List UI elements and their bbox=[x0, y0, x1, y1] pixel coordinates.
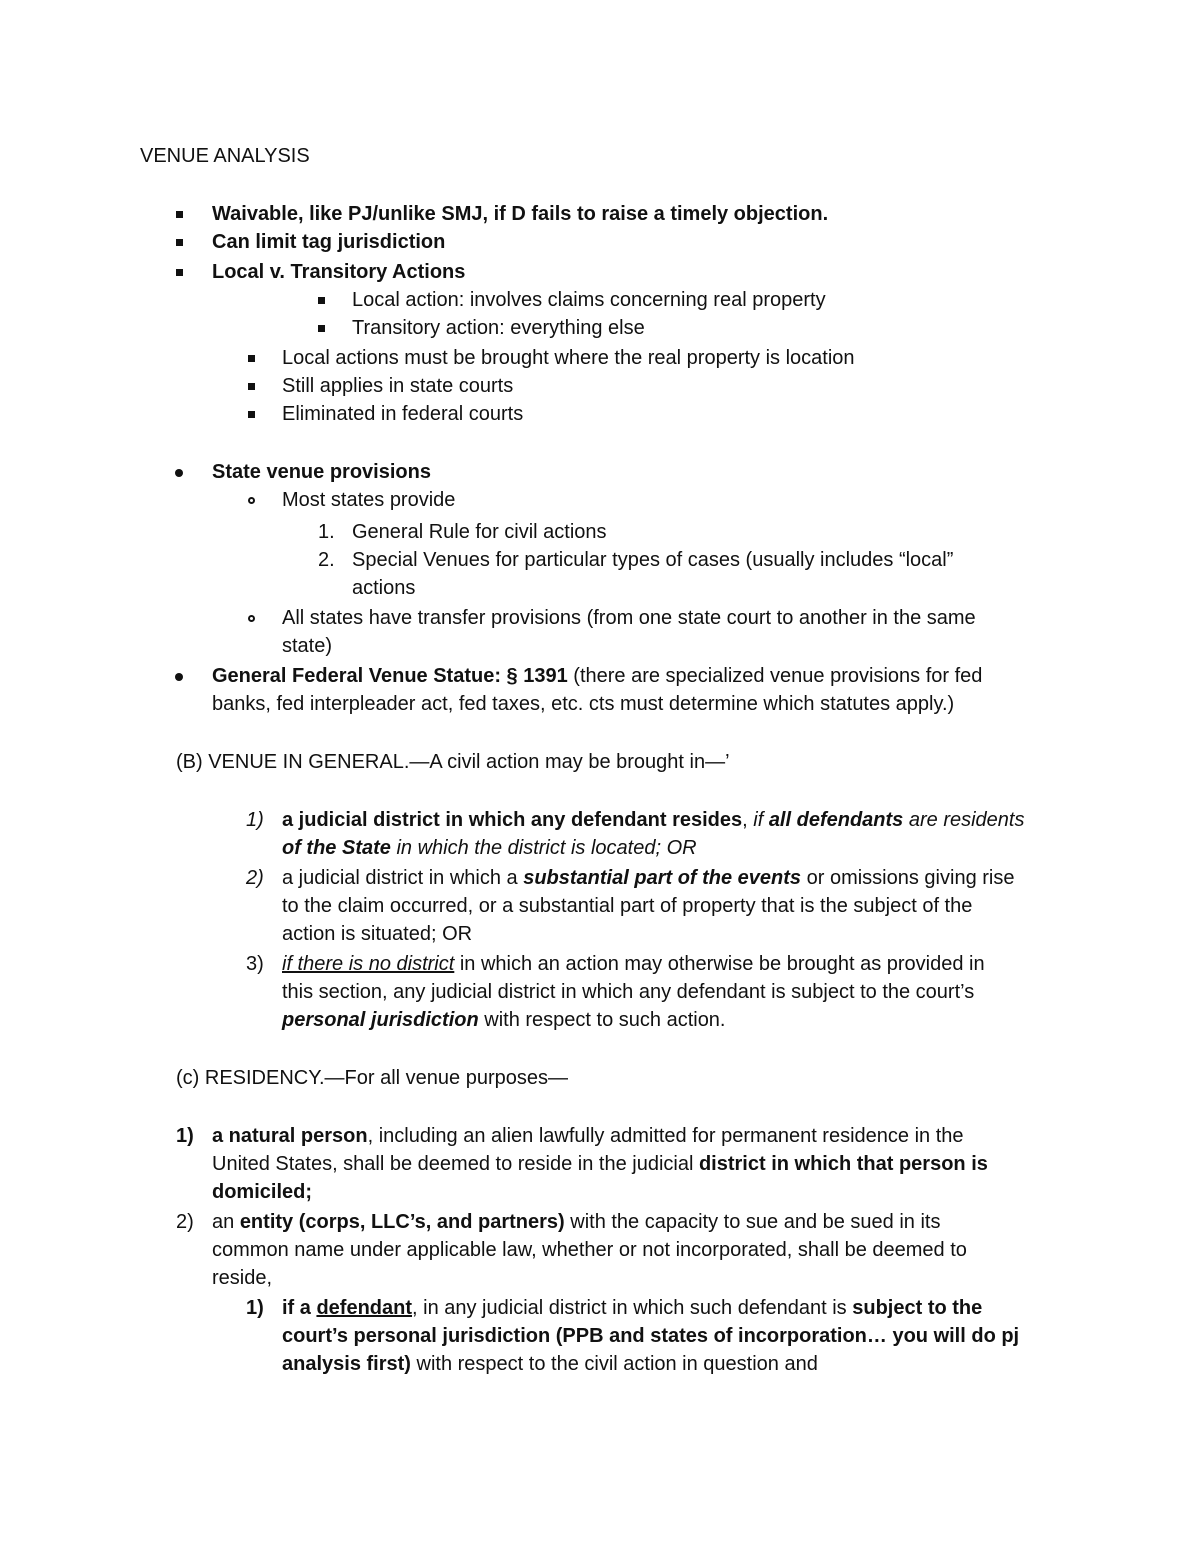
venue-general-heading: (B) VENUE IN GENERAL.—A civil action may be brought in—’ bbox=[176, 751, 730, 773]
list-number: 2) bbox=[176, 1211, 194, 1233]
bullet-local-action: Local action: involves claims concerning real property bbox=[352, 289, 826, 311]
list-number: 1) bbox=[246, 1297, 264, 1319]
circle-bullet-icon bbox=[248, 604, 255, 632]
page-title: VENUE ANALYSIS bbox=[140, 145, 310, 167]
residency-natural-person-cont: domiciled; bbox=[212, 1181, 313, 1203]
residency-entity-cont: reside, bbox=[212, 1267, 273, 1289]
residency-heading: (c) RESIDENCY.—For all venue purposes— bbox=[176, 1067, 568, 1089]
square-bullet-icon bbox=[318, 314, 325, 342]
federal-venue-statute: General Federal Venue Statue: § 1391 (there are specialized venue provisions for fed bbox=[212, 665, 983, 687]
transfer-provisions-cont: state) bbox=[282, 635, 333, 657]
state-venue-title: State venue provisions bbox=[212, 461, 431, 483]
bullet-federal-courts: Eliminated in federal courts bbox=[282, 403, 524, 425]
residency-defendant-cont: analysis first) with respect to the civil action in question and bbox=[282, 1353, 818, 1375]
venue-rule-2: a judicial district in which a substantial part of the events or omissions giving rise bbox=[282, 867, 1015, 889]
bullet-local-location: Local actions must be brought where the real property is location bbox=[282, 347, 855, 369]
most-states-provide: Most states provide bbox=[282, 489, 456, 511]
residency-entity-cont: common name under applicable law, whether or not incorporated, shall be deemed to bbox=[212, 1239, 967, 1261]
square-bullet-icon bbox=[176, 228, 183, 256]
transfer-provisions: All states have transfer provisions (from one state court to another in the same bbox=[282, 607, 976, 629]
bullet-transitory-action: Transitory action: everything else bbox=[352, 317, 645, 339]
square-bullet-icon bbox=[248, 372, 255, 400]
bullet-state-courts: Still applies in state courts bbox=[282, 375, 514, 397]
list-number: 2) bbox=[246, 867, 264, 889]
residency-defendant: if a defendant, in any judicial district in which such defendant is subject to the bbox=[282, 1297, 983, 1319]
square-bullet-icon bbox=[318, 286, 325, 314]
venue-rule-2-cont: to the claim occurred, or a substantial part of property that is the subject of the bbox=[282, 895, 973, 917]
list-number: 2. bbox=[318, 549, 335, 571]
residency-entity: an entity (corps, LLC’s, and partners) with the capacity to sue and be sued in its bbox=[212, 1211, 941, 1233]
bullet-tag-jurisdiction: Can limit tag jurisdiction bbox=[212, 231, 446, 253]
special-venues-item: Special Venues for particular types of cases (usually includes “local” bbox=[352, 549, 954, 571]
venue-rule-3-cont: this section, any judicial district in which any defendant is subject to the court’s bbox=[282, 981, 975, 1003]
bullet-waivable: Waivable, like PJ/unlike SMJ, if D fails to raise a timely objection. bbox=[212, 203, 829, 225]
round-bullet-icon bbox=[175, 662, 183, 690]
venue-rule-3: if there is no district in which an action may otherwise be brought as provided in bbox=[282, 953, 985, 975]
venue-rule-1: a judicial district in which any defendant resides, if all defendants are residents bbox=[282, 809, 1025, 831]
venue-rule-3-cont: personal jurisdiction with respect to such action. bbox=[282, 1009, 726, 1031]
special-venues-item-cont: actions bbox=[352, 577, 416, 599]
residency-natural-person: a natural person, including an alien lawfully admitted for permanent residence in the bbox=[212, 1125, 964, 1147]
square-bullet-icon bbox=[248, 400, 255, 428]
bullet-local-transitory: Local v. Transitory Actions bbox=[212, 261, 466, 283]
federal-venue-statute-cont: banks, fed interpleader act, fed taxes, etc. cts must determine which statutes apply.) bbox=[212, 693, 955, 715]
round-bullet-icon bbox=[175, 458, 183, 486]
residency-natural-person-cont: United States, shall be deemed to reside in the judicial district in which that person is bbox=[212, 1153, 988, 1175]
residency-defendant-cont: court’s personal jurisdiction (PPB and states of incorporation… you will do pj bbox=[282, 1325, 1020, 1347]
list-number: 1) bbox=[246, 809, 264, 831]
square-bullet-icon bbox=[176, 258, 183, 286]
venue-rule-2-cont: action is situated; OR bbox=[282, 923, 473, 945]
square-bullet-icon bbox=[176, 200, 183, 228]
venue-rule-1-cont: of the State in which the district is located; OR bbox=[282, 837, 697, 859]
circle-bullet-icon bbox=[248, 486, 255, 514]
square-bullet-icon bbox=[248, 344, 255, 372]
list-number: 1. bbox=[318, 521, 335, 543]
general-rule-item: General Rule for civil actions bbox=[352, 521, 607, 543]
list-number: 3) bbox=[246, 953, 264, 975]
list-number: 1) bbox=[176, 1125, 194, 1147]
